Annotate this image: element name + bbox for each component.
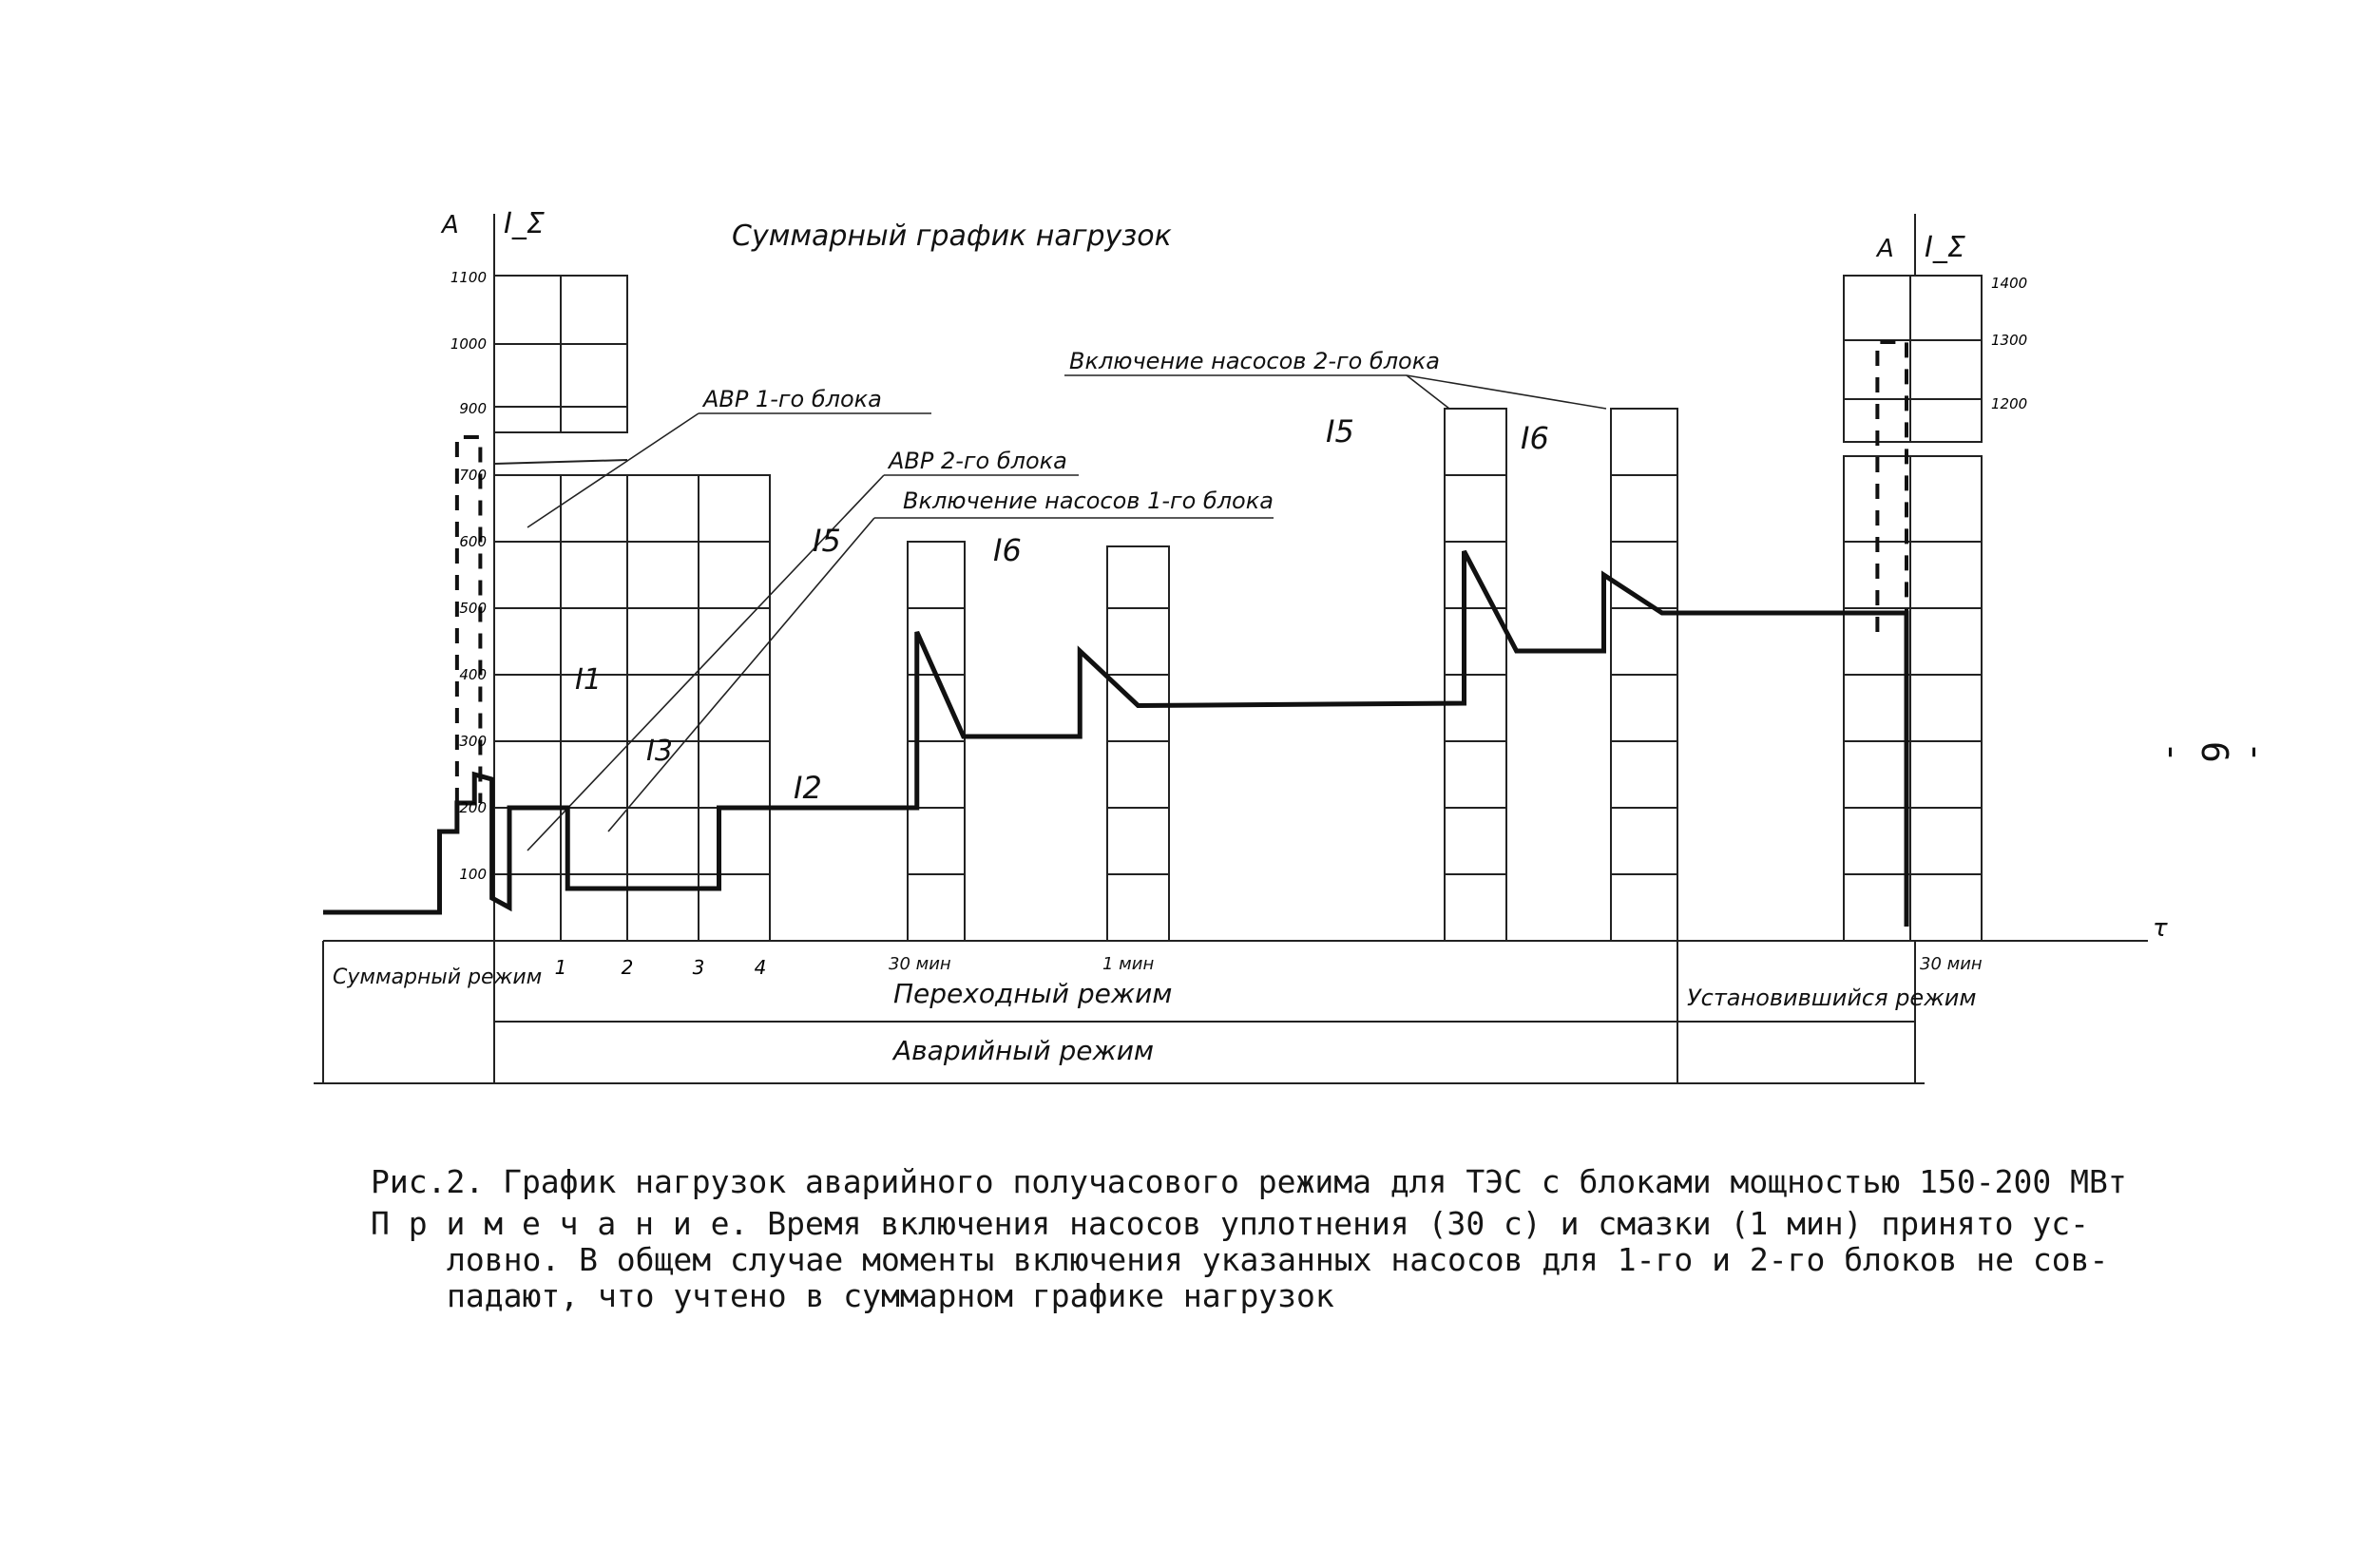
regime-steady: Установившийся режим bbox=[1687, 985, 1977, 1011]
regime-transient: Переходный режим bbox=[893, 978, 1173, 1009]
y-tick-right-1200: 1200 bbox=[1991, 395, 2028, 412]
caption-title: Рис.2. График нагрузок аварийного получасового режима для ТЭС с блоками мощностью 150-200 МВт bbox=[371, 1163, 2127, 1200]
callout-avr-1: АВР 1-го блока bbox=[703, 386, 882, 412]
caption-note-1: П р и м е ч а н и е. Время включения насосов уплотнения (30 с) и смазки (1 мин) принято ус- bbox=[371, 1205, 2089, 1242]
y-tick-left-100: 100 bbox=[459, 866, 487, 883]
y-tick-left-900: 900 bbox=[459, 400, 487, 417]
curve-label-i5-a: I5 bbox=[813, 523, 841, 559]
chart-grid bbox=[314, 214, 2148, 1083]
series-label-right: I_Σ bbox=[1925, 231, 1965, 264]
x-ticks bbox=[555, 956, 767, 979]
y-tick-left-1100: 1100 bbox=[450, 269, 487, 286]
curve-label-i5-b: I5 bbox=[1326, 413, 1354, 449]
y-tick-left-500: 500 bbox=[459, 600, 487, 617]
y-axis-label: A bbox=[442, 211, 459, 239]
caption-note-3: падают, что учтено в суммарном графике нагрузок bbox=[447, 1277, 1334, 1314]
figure-caption bbox=[371, 1164, 2271, 1314]
curve-label-i3: I3 bbox=[646, 735, 673, 768]
y-tick-right-1400: 1400 bbox=[1991, 275, 2028, 292]
curve-label-i6-a: I6 bbox=[993, 532, 1022, 568]
x-tick-2: 2 bbox=[621, 956, 634, 979]
regime-emergency: Аварийный режим bbox=[893, 1035, 1155, 1066]
curve-label-i6-b: I6 bbox=[1521, 420, 1549, 456]
y-tick-right-1300: 1300 bbox=[1991, 332, 2028, 349]
y-tick-left-700: 700 bbox=[459, 467, 487, 484]
chart-title: Суммарный график нагрузок bbox=[732, 220, 1172, 253]
y-tick-left-600: 600 bbox=[459, 533, 487, 550]
y-axis-label-right: A bbox=[1877, 235, 1894, 263]
x-axis-label: τ bbox=[2153, 914, 2168, 943]
time-mark-30min-right: 30 мин bbox=[1920, 954, 1983, 974]
time-mark-30min: 30 мин bbox=[889, 954, 951, 974]
y-tick-left-200: 200 bbox=[459, 799, 487, 816]
x-tick-4: 4 bbox=[754, 956, 767, 979]
callout-pumps-1: Включение насосов 1-го блока bbox=[903, 488, 1274, 514]
caption-note-2: ловно. В общем случае моменты включения указанных насосов для 1-го и 2-го блоков не сов- bbox=[447, 1241, 2109, 1278]
time-mark-1min: 1 мин bbox=[1102, 954, 1155, 974]
regime-total: Суммарный режим bbox=[333, 966, 543, 989]
series-line-2 bbox=[1877, 342, 1907, 632]
callout-avr-2: АВР 2-го блока bbox=[889, 448, 1067, 474]
callout-pumps-2: Включение насосов 2-го блока bbox=[1069, 348, 1440, 374]
page-number: - 6 - bbox=[2152, 741, 2277, 769]
series-label: I_Σ bbox=[504, 207, 545, 240]
curve-label-i1: I1 bbox=[575, 663, 602, 697]
x-tick-1: 1 bbox=[554, 956, 567, 979]
x-tick-3: 3 bbox=[692, 956, 705, 979]
y-tick-left-300: 300 bbox=[459, 733, 487, 750]
curve-label-i2: I2 bbox=[794, 770, 822, 806]
y-ticks-right bbox=[1991, 275, 2027, 412]
y-tick-left-400: 400 bbox=[459, 666, 487, 683]
y-tick-left-1000: 1000 bbox=[450, 335, 487, 353]
